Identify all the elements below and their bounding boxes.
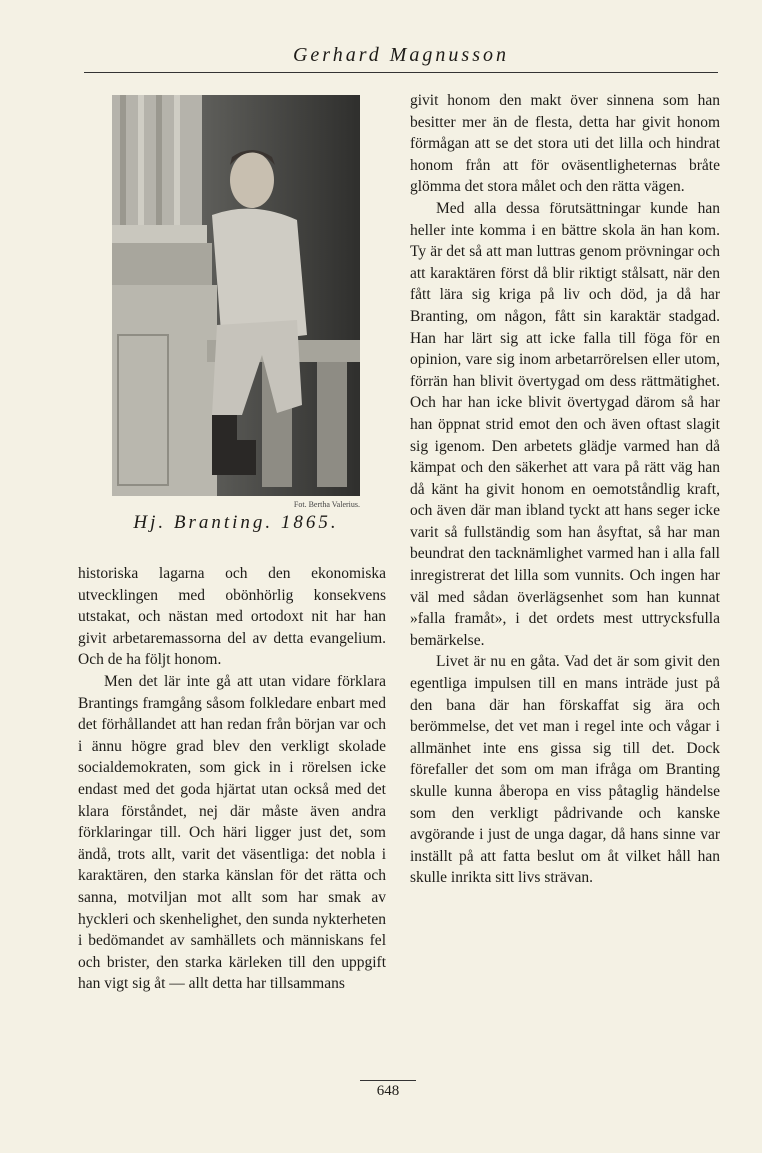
paragraph: Med alla dessa förutsättningar kunde han heller inte komma i en bättre skola än han kom. Ty är det så att man luttras genom prövningar och att karaktären först då blir riktigt stålsatt, när den fått lära sig kriga på liv och död, ja då har Branting, om någon, fått sin karaktär stadgad. Han har lärt sig att icke falla till föga för en opinion, vare sig inom arbetarrörelsen eller utom, förrän han blivit övertygad om dess rättmätighet. Och har han icke blivit övertygad därom så har han öppnat strid emot den och även oftast slagit sig igenom. Den arbetets glädje varmed han då kämpat och den säkerhet att vara på rätt väg han då känt ha givit honom en oemotståndlig kraft, och även där man ibland tyckt att hans seger icke varit så fullständig som han åsyftat, så har man beundrat den tacknämlighet varmed han i alla fall inregistrerat det lilla som vunnits. Och ingen har väl med sådan överlägsenhet som han kunnat »falla framåt», i det ordets mest uttrycksfulla bemärkelse.: [410, 199, 720, 649]
photo-credit: Fot. Bertha Valerius.: [293, 500, 360, 509]
right-column: [410, 90, 720, 889]
paragraph: historiska lagarna och den ekonomiska utvecklingen med obönhörlig konsekvens utstakat, och nästan med ortodoxt nit har han givit arbetaremassorna del av detta evangelium. Och de ha följt honom.: [78, 565, 386, 669]
paragraph: Livet är nu en gåta. Vad det är som givit den egentliga impulsen till en mans inträde just på den bana där han förskaffat sig ära och berömmelse, det vet man i regel inte och vågar i allmänhet inte ens gissa sig till det. Dock förefaller det som om man ifråga om Branting skulle kunna åberopa en viss påtaglig händelse som den verkligt pådrivande och kanske avgörande i just de unga dagar, då hans sinne var inställt på att fatta beslut om åt vilket håll han skulle inrikta sitt livs strävan.: [410, 653, 720, 887]
portrait-photo: [112, 95, 360, 496]
paragraph: givit honom den makt över sinnena som han besitter mer än de flesta, detta har givit honom förmågan att se det stora uti det lilla och hindrat honom från att för oväsentligheternas bråte glömma det stora målet och den rätta vägen.: [410, 92, 720, 196]
photo-caption: Hj. Branting. 1865.: [133, 512, 339, 533]
left-column: [78, 563, 386, 995]
page-number: 648: [360, 1080, 416, 1100]
running-header: Gerhard Magnusson: [84, 44, 718, 73]
paragraph: Men det lär inte gå att utan vidare förklara Brantings framgång såsom folkledare enbart med det förhållandet att han redan från början var och i ännu högre grad blev den verkligt skolade socialdemokraten, som gick in i rörelsen icke endast med det goda hjärtat utan också med det klara förståndet, nej där måste även andra förklaringar till. Och häri ligger just det, som ändå, trots allt, varit det väsentliga: det nobla i karaktären, den starka känslan för det rätta och sanna, motviljan mot allt som har smak av hyckleri och skenhelighet, den sunda nykterheten i bedömandet av samhällets och människans fel och brister, den starka kärleken till den uppgift han vigt sig åt — allt detta har tillsammans: [78, 672, 386, 993]
portrait-illustration: [112, 95, 360, 496]
